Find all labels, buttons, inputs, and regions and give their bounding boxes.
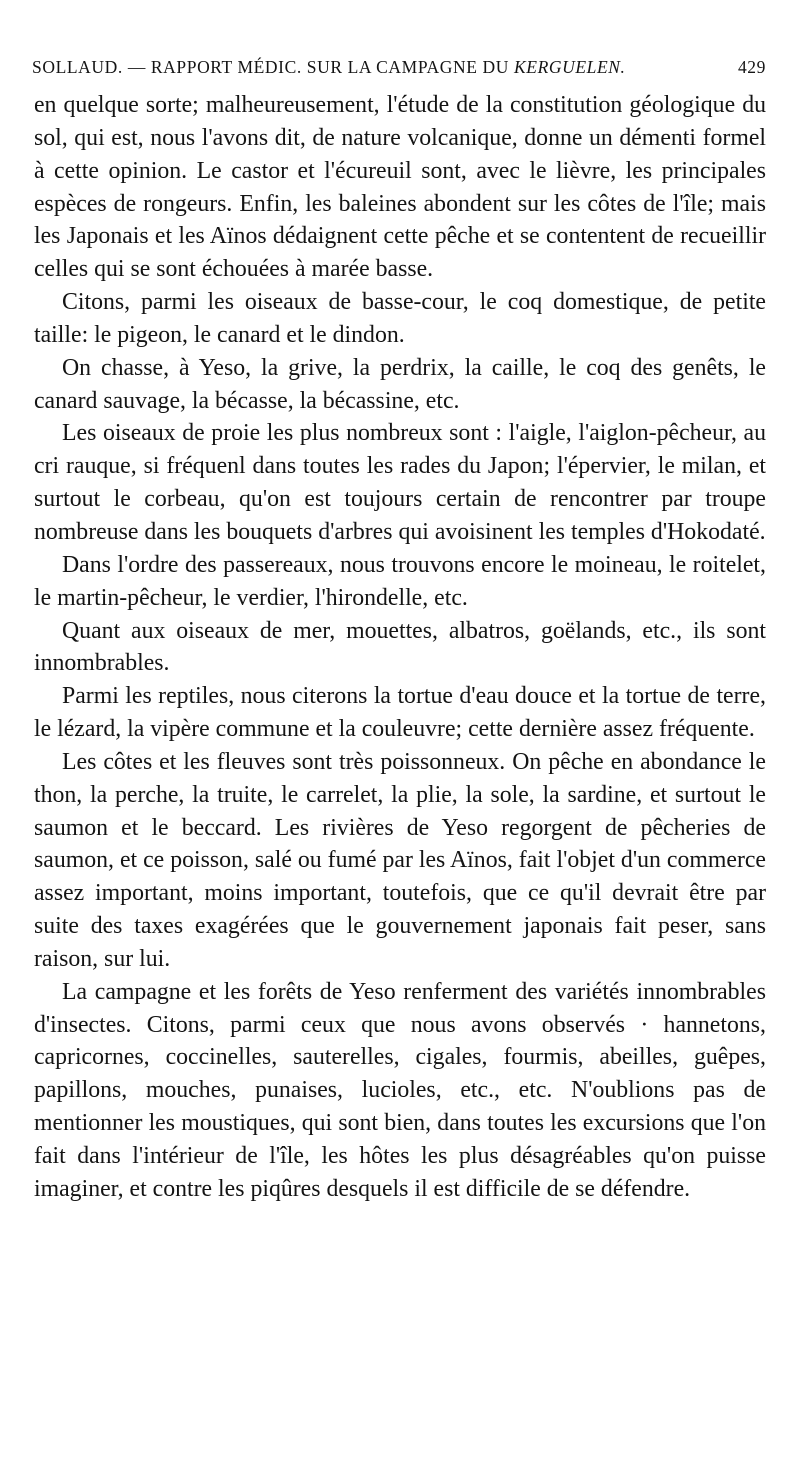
paragraph: Citons, parmi les oiseaux de basse-cour, le coq domestique, de petite taille: le pigeon, le canard et le dindon. (34, 289, 766, 348)
paragraph: Parmi les reptiles, nous citerons la tortue d'eau douce et la tortue de terre, le lézard, la vipère commune et la couleuvre; cette dernière assez fréquente. (34, 683, 766, 743)
page-number: 429 (737, 57, 766, 77)
paragraph: Les oiseaux de proie les plus nombreux sont : l'aigle, l'aiglon-pêcheur, au cri rauque, si fréquenl dans toutes les rades du Japon; l'épervier, le milan, et surtout le corbeau, qu'on est toujours certain de rencontrer par troupe nombreuse dans les bouquets d'arbres qui avoisinent les temples d'Hokodaté. (34, 420, 766, 545)
paragraph: La campagne et les forêts de Yeso renferment des variétés innombrables d'insectes. Citons, parmi ceux que nous avons observés · hannetons, capricornes, coccinelles, sauterelles, cigales, fourmis, abeilles, guêpes, papillons, mouches, punaises, lucioles, etc., etc. N'oublions pas de mentionner les moustiques, qui sont bien, dans toutes les excursions que l'on fait dans l'intérieur de l'île, les hôtes les plus désagréables qu'on puisse imaginer, et contre les piqûres desquels il est difficile de se défendre. (34, 978, 766, 1202)
running-head-text: SOLLAUD. — RAPPORT MÉDIC. SUR LA CAMPAGNE DU (32, 57, 510, 77)
paragraph: Dans l'ordre des passereaux, nous trouvons encore le moineau, le roitelet, le martin-pêcheur, le verdier, l'hirondelle, etc. (34, 551, 766, 611)
paragraph: On chasse, à Yeso, la grive, la perdrix, la caille, le coq des genêts, le canard sauvage, la bécasse, la bécassine, etc. (34, 354, 766, 414)
running-head-title (32, 55, 626, 79)
running-head (32, 55, 766, 83)
running-head-journal: KERGUELEN. (514, 57, 626, 77)
paragraph: Les côtes et les fleuves sont très poissonneux. On pêche en abondance le thon, la perche, la truite, le carrelet, la plie, la sole, la sardine, et surtout le saumon et le beccard. Les rivières de Yeso regorgent de pêcheries de saumon, et ce poisson, salé ou fumé par les Aïnos, fait l'objet d'un commerce assez important, moins important, toutefois, que ce qu'il devrait être par suite des taxes exagérées que le gouvernement japonais fait peser, sans raison, sur lui. (34, 748, 766, 972)
paragraph: en quelque sorte; malheureusement, l'étude de la constitution géologique du sol, qui est, nous l'avons dit, de nature volcanique, donne un démenti formel à cette opinion. Le castor et l'écureuil sont, avec le lièvre, les principales espèces de rongeurs. Enfin, les baleines abondent sur les côtes de l'île; mais les Japonais et les Aïnos dédaignent cette pêche et se contentent de recueillir celles qui se sont échouées à marée basse. (34, 92, 766, 283)
page (34, 55, 766, 1206)
body-text (34, 89, 766, 1206)
paragraph: Quant aux oiseaux de mer, mouettes, albatros, goëlands, etc., ils sont innombrables. (34, 617, 766, 677)
